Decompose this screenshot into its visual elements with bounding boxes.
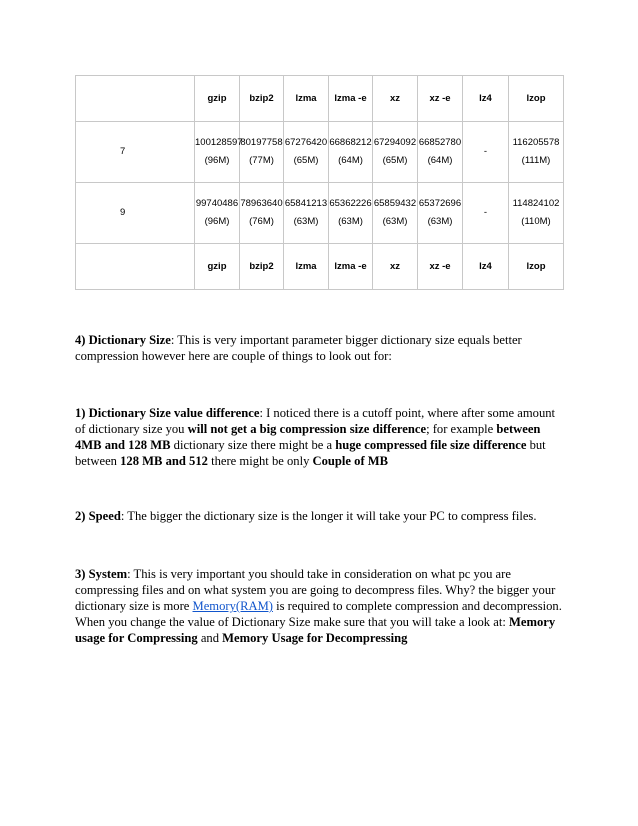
column-footer: lzma xyxy=(284,244,329,290)
point-bold-text: 128 MB and 512 xyxy=(120,454,208,468)
section-heading: 4) Dictionary Size xyxy=(75,333,171,347)
point-text: but between xyxy=(75,438,546,468)
cell-size: (63M) xyxy=(382,216,408,227)
column-footer: bzip2 xyxy=(240,244,284,290)
cell-size: (64M) xyxy=(427,155,453,166)
table-cell xyxy=(418,122,463,183)
table-cell xyxy=(463,183,509,244)
memory-ram-link[interactable]: Memory(RAM) xyxy=(192,599,273,613)
column-footer: xz xyxy=(373,244,418,290)
column-header: lzma -e xyxy=(329,76,373,122)
cell-size: (63M) xyxy=(427,216,453,227)
point-text: : The bigger the dictionary size is the longer it will take your PC to compress files. xyxy=(120,509,537,523)
table-cell xyxy=(373,122,418,183)
column-header: xz -e xyxy=(418,76,463,122)
column-header: bzip2 xyxy=(240,76,284,122)
column-footer: gzip xyxy=(195,244,240,290)
column-footer: xz -e xyxy=(418,244,463,290)
cell-bytes: 78963640 xyxy=(240,198,283,209)
table-row xyxy=(76,183,564,244)
point-speed xyxy=(75,508,565,524)
cell-bytes: 80197758 xyxy=(240,137,283,148)
cell-size: (65M) xyxy=(382,155,408,166)
cell-size: (63M) xyxy=(293,216,319,227)
column-header: lz4 xyxy=(463,76,509,122)
table-cell xyxy=(509,122,564,183)
table-header-row xyxy=(76,76,564,122)
table-row xyxy=(76,122,564,183)
point-dictionary-difference xyxy=(75,405,565,469)
cell-bytes: 65859432 xyxy=(373,198,417,209)
cell-size: (111M) xyxy=(521,155,551,166)
cell-size: (96M) xyxy=(204,216,230,227)
point-heading: 2) Speed xyxy=(75,509,121,523)
cell-bytes: 99740486 xyxy=(195,198,239,209)
table-cell xyxy=(240,183,284,244)
column-header: gzip xyxy=(195,76,240,122)
cell-empty-value: - xyxy=(483,207,488,218)
column-footer: lz4 xyxy=(463,244,509,290)
table-cell xyxy=(240,122,284,183)
row-label: 9 xyxy=(76,183,195,244)
point-heading: 3) System xyxy=(75,567,128,581)
point-text: and xyxy=(197,631,223,645)
cell-bytes: 65362226 xyxy=(329,198,372,209)
cell-bytes: 100128597 xyxy=(195,137,243,148)
table-cell xyxy=(195,122,243,183)
point-text: is required to complete compression and decompression. When you change the value of Dictionary Size make sure that you will take a look at: xyxy=(75,599,562,629)
cell-bytes: 116205578 xyxy=(512,137,560,148)
cell-empty-value: - xyxy=(483,146,488,157)
cell-size: (77M) xyxy=(249,155,274,166)
column-header: xz xyxy=(373,76,418,122)
column-footer: lzop xyxy=(509,244,564,290)
cell-size: (76M) xyxy=(249,216,274,227)
point-bold-text: Memory Usage for Decompressing xyxy=(222,631,408,645)
point-text: there might be only xyxy=(207,454,313,468)
cell-bytes: 66868212 xyxy=(329,137,372,148)
table-cell xyxy=(509,183,564,244)
cell-size: (63M) xyxy=(338,216,363,227)
point-bold-text: huge compressed file size difference xyxy=(335,438,527,452)
table-cell xyxy=(463,122,509,183)
cell-size: (65M) xyxy=(293,155,319,166)
cell-bytes: 114824102 xyxy=(512,198,560,209)
cell-bytes: 67276420 xyxy=(284,137,328,148)
point-bold-text: Couple of MB xyxy=(312,454,389,468)
table-cell xyxy=(329,122,373,183)
cell-size: (110M) xyxy=(521,216,551,227)
compression-table xyxy=(75,75,564,290)
table-cell xyxy=(418,183,463,244)
point-bold-text: will not get a big compression size difference xyxy=(187,422,427,436)
cell-size: (64M) xyxy=(338,155,363,166)
table-cell xyxy=(284,183,329,244)
point-bold-text: between 4MB and 128 MB xyxy=(75,422,541,452)
table-cell xyxy=(373,183,418,244)
cell-bytes: 65372696 xyxy=(418,198,462,209)
cell-bytes: 65841213 xyxy=(284,198,328,209)
cell-bytes: 66852780 xyxy=(418,137,462,148)
header-empty-cell xyxy=(76,76,195,122)
point-text: : This is very important you should take in consideration on what pc you are compressing files and on what system you are going to decompress files. Why? the bigger your dictionary size is more xyxy=(75,567,556,613)
footer-empty-cell xyxy=(76,244,195,290)
point-text: : I noticed there is a cutoff point, where after some amount of dictionary size you xyxy=(75,406,556,436)
column-header: lzma xyxy=(284,76,329,122)
section-dictionary-size xyxy=(75,332,565,364)
point-bold-text: Memory usage for Compressing xyxy=(75,615,556,645)
column-footer: lzma -e xyxy=(329,244,373,290)
point-heading: 1) Dictionary Size value difference xyxy=(75,406,260,420)
table-cell xyxy=(329,183,373,244)
section-text: : This is very important parameter bigger dictionary size equals better compression however here are couple of things to look out for: xyxy=(75,333,522,363)
point-system xyxy=(75,566,565,646)
table-cell xyxy=(284,122,329,183)
table-cell xyxy=(195,183,240,244)
column-header: lzop xyxy=(509,76,564,122)
cell-bytes: 67294092 xyxy=(373,137,417,148)
cell-size: (96M) xyxy=(204,155,230,166)
point-text: dictionary size there might be a xyxy=(170,438,336,452)
table-footer-row xyxy=(76,244,564,290)
row-label: 7 xyxy=(76,122,195,183)
point-text: ; for example xyxy=(426,422,497,436)
